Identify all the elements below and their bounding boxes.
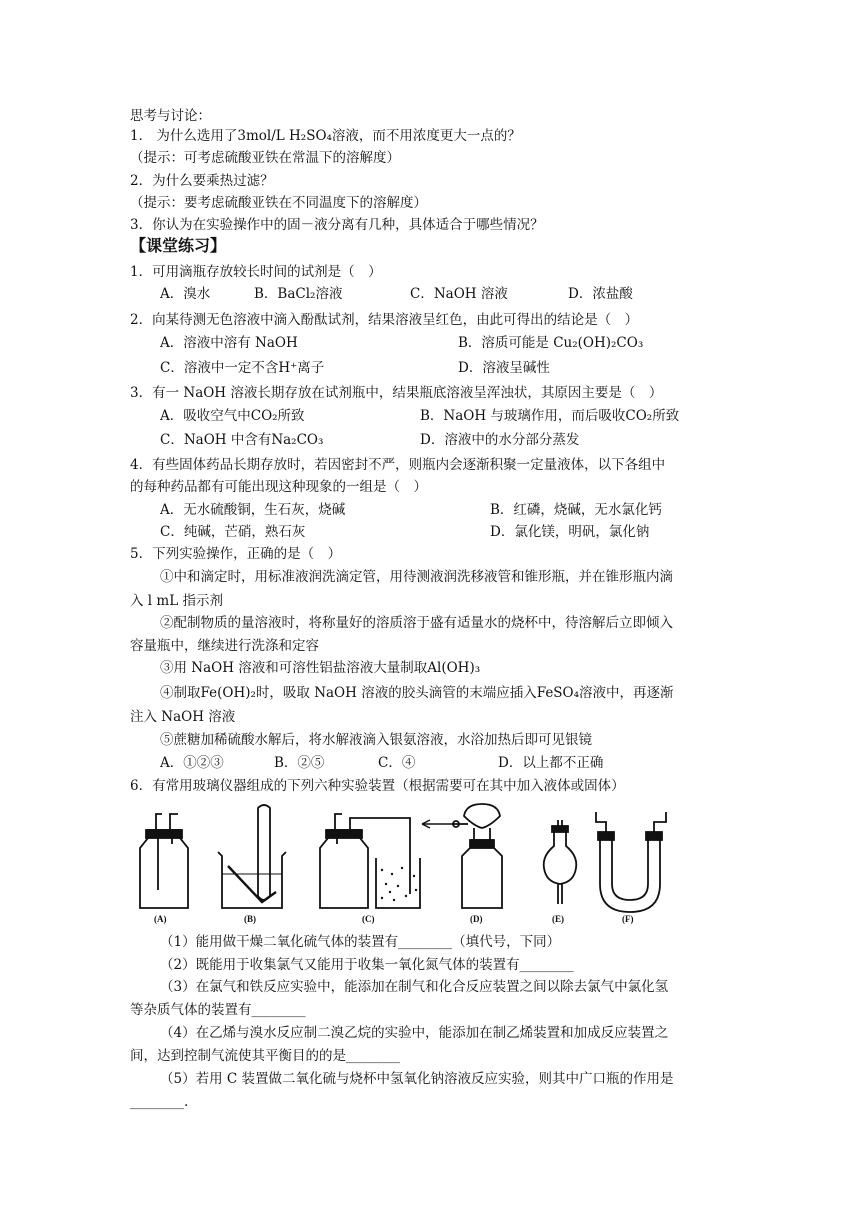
q6-part4-line1: （4）在乙烯与溴水反应制二溴乙烷的实验中，能添加在制乙烯装置和加成反应装置之 [160,1025,669,1041]
q1-stem: 1．可用滴瓶存放较长时间的试剂是（ ） [130,264,382,280]
apparatus-figure [130,800,700,926]
label-f: (F) [622,914,634,924]
q4-option-a: A．无水硫酸铜，生石灰，烧碱 [160,502,346,518]
q6-part5-line1: （5）若用 C 装置做二氧化硫与烧杯中氢氧化钠溶液反应实验，则其中广口瓶的作用是 [160,1071,674,1087]
q5-statement5: ⑤蔗糖加稀硫酸水解后，将水解液滴入银氨溶液，水浴加热后即可见银镜 [160,732,592,748]
q5-statement4-line1: ④制取Fe(OH)₂时，吸取 NaOH 溶液的胶头滴管的末端应插入FeSO₄溶液中，再逐渐 [160,685,674,701]
q4-option-c: C．纯碱，芒硝，熟石灰 [160,524,306,540]
think-q3: 3．你认为在实验操作中的固－液分离有几种，具体适合于哪些情况？ [130,217,544,233]
think-title: 思考与讨论： [130,108,211,124]
q5-statement1-line2: 入 l mL 指示剂 [130,593,223,609]
q6-part3-line2: 等杂质气体的装置有________ [130,1002,306,1018]
q4-stem-line2: 的每种药品都有可能出现这种现象的一组是（ ） [130,479,427,495]
think-q1: 1． 为什么选用了3mol/L H₂SO₄溶液，而不用浓度更大一点的？ [130,128,521,144]
q3-option-c: C．NaOH 中含有Na₂CO₃ [160,432,324,448]
q6-part2: （2）既能用于收集氯气又能用于收集一氧化氮气体的装置有________ [160,957,574,973]
q5-statement2-line2: 容量瓶中，继续进行洗涤和定容 [130,638,319,654]
think-q2: 2．为什么要乘热过滤？ [130,173,274,189]
q5-option-a: A．①②③ [160,755,224,771]
apparatus-e-drying-tube [544,820,577,904]
apparatus-c-bottle-beaker [320,814,420,908]
q2-option-d: D．溶液呈碱性 [458,360,550,376]
q3-option-a: A．吸收空气中CO₂所致 [160,408,305,424]
q5-option-c: C．④ [378,755,416,771]
q1-option-b: B．BaCl₂溶液 [254,286,343,302]
q3-stem: 3．有一 NaOH 溶液长期存放在试剂瓶中，结果瓶底溶液呈浑浊状，其原因主要是（ ） [130,385,663,401]
q4-stem-line1: 4．有些固体药品长期存放时，若因密封不严，则瓶内会逐渐积聚一定量液体，以下各组中 [130,457,666,473]
q2-option-a: A．溶液中溶有 NaOH [160,335,298,351]
label-a: (A) [154,914,167,924]
q6-part5-line2: ________. [130,1094,189,1110]
think-hint2: （提示：要考虑硫酸亚铁在不同温度下的溶解度） [130,195,427,211]
apparatus-d-drying-bottle [422,804,502,908]
practice-heading: 【课堂练习】 [130,236,227,255]
q6-part1: （1）能用做干燥二氧化硫气体的装置有________（填代号，下同） [160,934,561,950]
apparatus-a-bottle [140,814,188,908]
q2-option-c: C．溶液中一定不含H⁺离子 [160,360,325,376]
q5-statement2-line1: ②配制物质的量溶液时，将称量好的溶质溶于盛有适量水的烧杯中，待溶解后立即倾入 [160,615,673,631]
think-hint1: （提示：可考虑硫酸亚铁在常温下的溶解度） [130,150,400,166]
apparatus-b-beaker [218,805,286,908]
q5-stem: 5．下列实验操作，正确的是（ ） [130,546,342,562]
q3-option-b: B．NaOH 与玻璃作用，而后吸收CO₂所致 [420,408,680,424]
q5-statement4-line2: 注入 NaOH 溶液 [130,709,236,725]
label-d: (D) [470,914,483,924]
q1-option-a: A．溴水 [160,286,211,302]
q3-option-d: D．溶液中的水分部分蒸发 [420,432,580,448]
q4-option-b: B．红磷，烧碱，无水氯化钙 [490,502,662,518]
q6-part4-line2: 间，达到控制气流使其平衡目的的是________ [130,1048,400,1064]
label-e: (E) [552,914,564,924]
q6-stem: 6．有常用玻璃仪器组成的下列六种实验装置（根据需要可在其中加入液体或固体） [130,778,625,794]
q5-option-d: D．以上都不正确 [498,755,604,771]
apparatus-f-u-tube [596,812,666,912]
q2-stem: 2．向某待测无色溶液中滴入酚酞试剂，结果溶液呈红色，由此可得出的结论是（ ） [130,312,639,328]
label-c: (C) [362,914,375,924]
q5-option-b: B．②⑤ [274,755,325,771]
q6-part3-line1: （3）在氯气和铁反应实验中，能添加在制气和化合反应装置之间以除去氯气中氯化氢 [160,979,669,995]
q4-option-d: D．氯化镁，明矾，氯化钠 [490,524,650,540]
label-b: (B) [244,914,256,924]
q1-option-c: C．NaOH 溶液 [410,286,508,302]
q1-option-d: D．浓盐酸 [568,286,633,302]
q2-option-b: B．溶质可能是 Cu₂(OH)₂CO₃ [458,335,644,351]
q5-statement1-line1: ①中和滴定时，用标准液润洗滴定管，用待测液润洗移液管和锥形瓶，并在锥形瓶内滴 [160,569,673,585]
q5-statement3: ③用 NaOH 溶液和可溶性铝盐溶液大量制取Al(OH)₃ [160,660,481,676]
